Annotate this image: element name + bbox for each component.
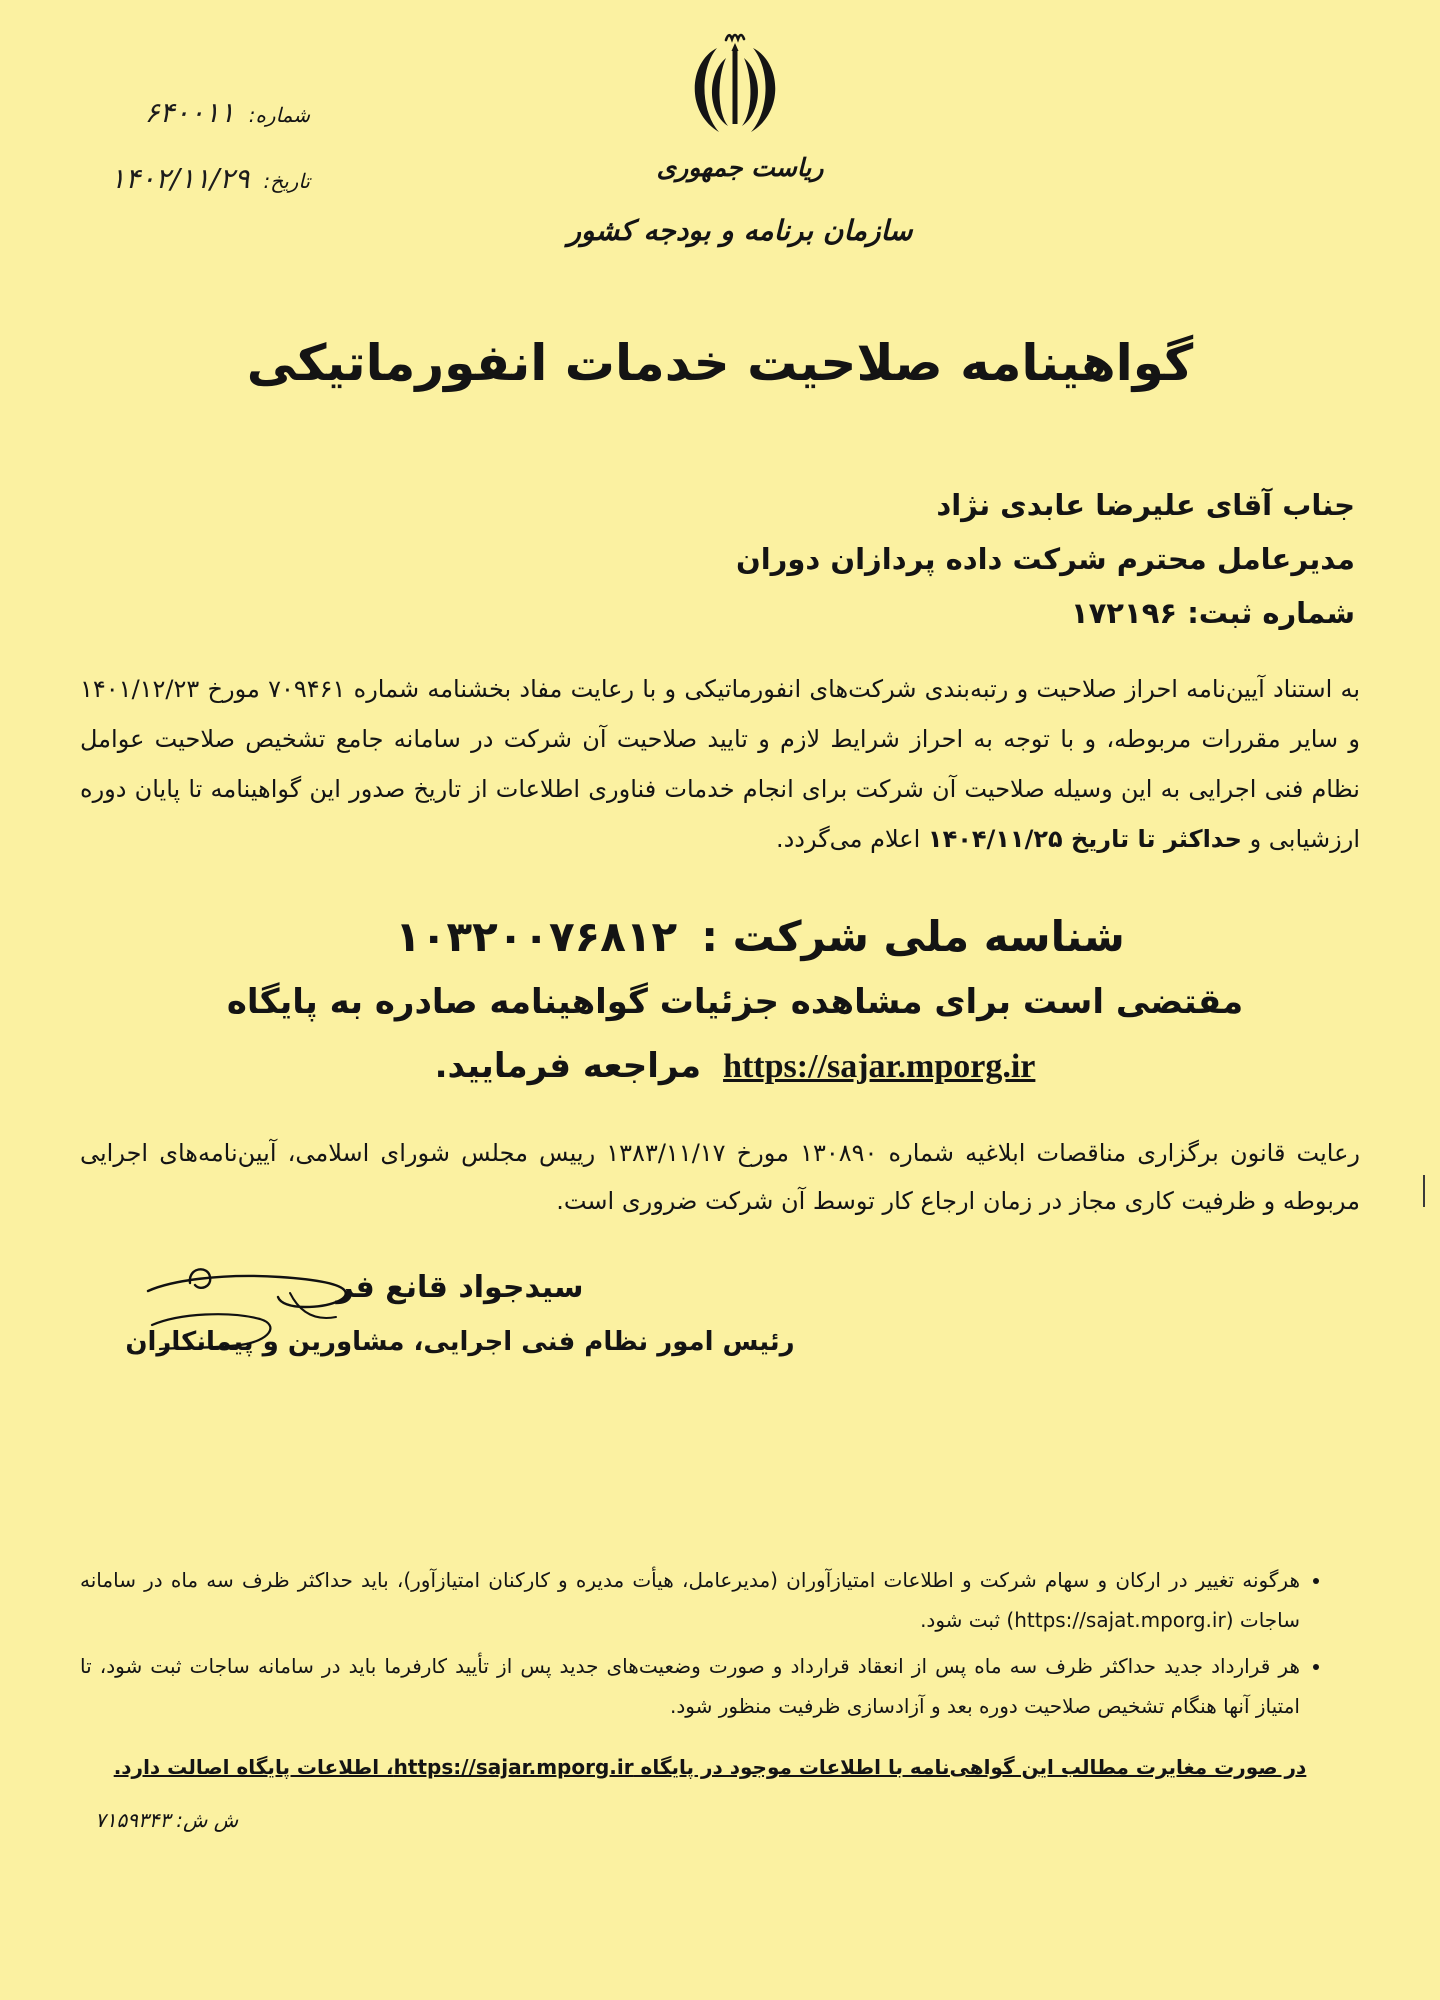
certificate-body	[80, 478, 1360, 1369]
letter-meta	[40, 88, 310, 204]
addressee-position: مدیرعامل محترم شرکت داده پردازان دوران	[735, 542, 1355, 576]
national-id-value: ۱۰۳۲۰۰۷۶۸۱۲	[395, 912, 678, 961]
serial-number	[80, 1800, 1340, 1840]
signatory-name: سیدجواد قانع فر	[336, 1270, 584, 1305]
letter-date-value: ۱۴۰۲/۱۱/۲۹	[110, 162, 250, 195]
serial-value: ۷۱۵۹۳۴۳	[95, 1808, 171, 1832]
note-item: • هر قرارداد جدید حداکثر ظرف سه ماه پس از انعقاد قرارداد و صورت وضعیت‌های جدید پس از تأیید کارفرما باید در سامانه ساجات ثبت شود، تا امتیاز آنها هنگام تشخیص صلاحیت دوره بعد و آزادسازی ظرفیت منظور شود.	[80, 1646, 1300, 1726]
addressee-name: جناب آقای علیرضا عابدی نژاد	[936, 488, 1355, 522]
tender-law-paragraph: رعایت قانون برگزاری مناقصات ابلاغیه شماره ۱۳۰۸۹۰ مورخ ۱۳۸۳/۱۱/۱۷ رییس مجلس شورای اسلامی، آیین‌نامه‌های اجرایی مربوطه و ظرفیت کاری مجاز در زمان ارجاع کار توسط آن شرکت ضروری است.	[80, 1139, 1360, 1215]
serial-label: ش ش:	[176, 1808, 239, 1832]
signatory-position: رئیس امور نظام فنی اجرایی، مشاورین و پیمانکاران	[125, 1327, 795, 1357]
validity-deadline: حداکثر تا تاریخ ۱۴۰۴/۱۱/۲۵	[927, 825, 1242, 853]
letter-number-value: ۶۴۰۰۱۱	[144, 96, 235, 129]
letter-date-label: تاریخ:	[263, 169, 310, 193]
notice-line: مقتضی است برای مشاهده جزئیات گواهینامه صادره به پایگاه	[226, 982, 1244, 1022]
certificate-paragraph	[80, 664, 1360, 864]
paragraph-text-start: به استناد آیین‌نامه احراز صلاحیت و رتبه‌بندی شرکت‌های انفورماتیکی و با رعایت مفاد بخشنامه شماره ۷۰۹۴۶۱ مورخ ۱۴۰۱/۱۲/۲۳ و سایر مقررات مربوطه، و با توجه به احراز شرایط لازم و تایید صلاحیت آن شرکت در سامانه جامع تشخیص صلاحیت عوامل نظام فنی اجرایی به این وسیله صلاحیت آن شرکت برای انجام خدمات فناوری اطلاعات از تاریخ صدور این گواهینامه تا پایان دوره ارزشیابی و	[80, 675, 1360, 853]
letter-number-label: شماره:	[248, 103, 310, 127]
sajar-url: https://sajar.mporg.ir	[723, 1048, 1036, 1085]
letterhead-organization: سازمان برنامه و بودجه کشور	[567, 214, 913, 247]
letterhead-presidency: ریاست جمهوری	[656, 153, 824, 182]
notice-end: مراجعه فرمایید.	[434, 1046, 702, 1086]
paragraph-text-end: اعلام می‌گردد.	[775, 825, 928, 853]
margin-mark	[1423, 1175, 1425, 1207]
authenticity-notice-end: ، اطلاعات پایگاه اصالت دارد.	[113, 1755, 394, 1779]
bottom-notes	[80, 1560, 1340, 1840]
authenticity-notice-start: در صورت مغایرت مطالب این گواهی‌نامه با اطلاعات موجود در پایگاه	[633, 1755, 1307, 1779]
letter-date-row	[40, 154, 310, 204]
addressee-block	[80, 478, 1360, 640]
notice-url-line	[80, 1034, 1360, 1099]
national-id-line	[80, 904, 1360, 970]
notes-list	[80, 1560, 1340, 1726]
certificate-title: گواهینامه صلاحیت خدمات انفورماتیکی	[246, 334, 1194, 392]
authenticity-notice-url: https://sajar.mporg.ir	[393, 1755, 634, 1779]
national-id-label: شناسه ملی شرکت :	[701, 912, 1125, 961]
note-item: • هرگونه تغییر در ارکان و سهام شرکت و اطلاعات امتیازآوران (مدیرعامل، هیأت مدیره و کارکنان امتیازآور)، باید حداکثر ظرف سه ماه در سامانه ساجات (https://sajat.mporg.ir) ثبت شود.	[80, 1560, 1300, 1640]
iran-emblem-logo	[683, 28, 787, 140]
letter-number-row	[40, 88, 310, 138]
registration-number: شماره ثبت: ۱۷۲۱۹۶	[1070, 596, 1355, 630]
signature-block	[80, 1261, 840, 1369]
authenticity-notice	[80, 1748, 1340, 1786]
letterhead	[540, 146, 940, 256]
